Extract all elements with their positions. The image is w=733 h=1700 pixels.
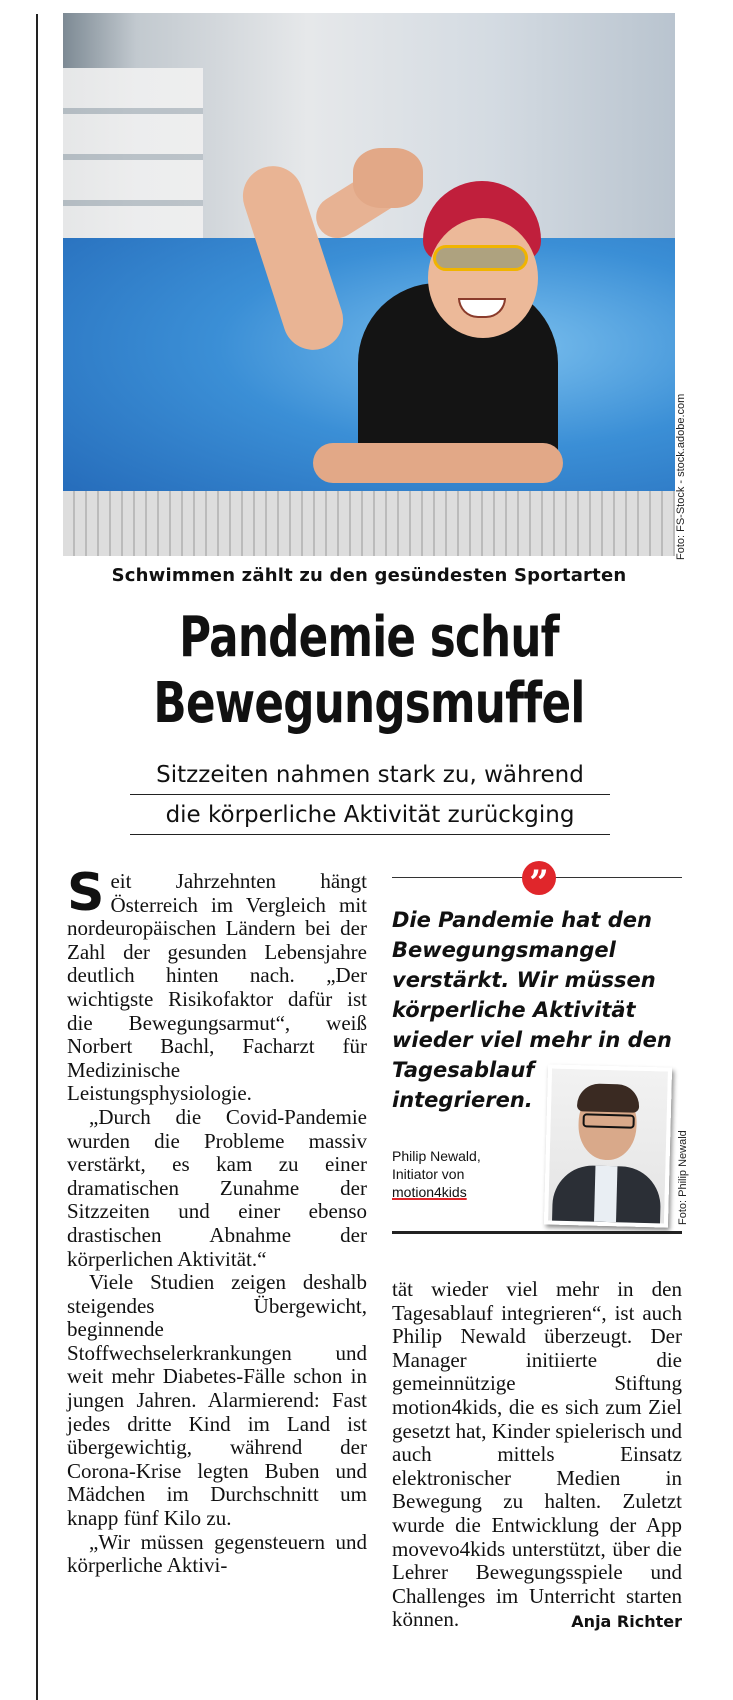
article-paragraph: Viele Studien zeigen deshalb steigendes Übergewicht, beginnende Stoffwechselerkrankungen und weit mehr Diabetes-Fälle schon in jungen Jahren. Alarmierend: Fast jedes dritte Kind im Land ist übergewichtig, während der Corona-Krise legten Buben und Mädchen im Durchschnitt um knapp fünf Kilo zu. [67, 1270, 367, 1531]
quote-source-role: Initiator von [392, 1166, 465, 1182]
author-byline: Anja Richter [571, 1612, 682, 1632]
headline [130, 605, 607, 737]
article-paragraph: tät wieder viel mehr in den Tagesablauf integrieren“, ist auch Philip Newald überzeugt. Der Manager initiierte die gemeinnützige Stiftung motion4kids, die es sich zum Ziel gesetzt hat, Kinder spielerisch und auch mittels Einsatz elektronischer Medien in Bewegung zu halten. Zuletzt wurde die Entwicklung der App movevo4kids unterstützt, über die Lehrer Bewegungsspiele und Challenges im Unterricht starten können. Anja Richter [392, 1278, 682, 1632]
quote-source-link: motion4kids [392, 1184, 467, 1200]
pull-quote: Die Pandemie hat den Bewegungsmangel verstärkt. Wir müssen körperliche Aktivität wieder viel mehr in den Tagesablauf integrieren. [392, 908, 672, 1112]
subhead-line-2: die körperliche Aktivität zurückging [130, 798, 610, 835]
photo-caption: Schwimmen zählt zu den gesündesten Sportarten [111, 565, 627, 586]
article-paragraph: „Durch die Covid-Pandemie wurden die Probleme massiv verstärkt, es kam zu einer dramatischen Zunahme der Sitzzeiten und einer ebenso drastischen Abnahme der körperlichen Aktivität.“ [67, 1104, 367, 1271]
headline-line-2: Bewegungsmuffel [153, 671, 585, 736]
quote-icon: ” [522, 861, 556, 895]
subhead-line-1: Sitzzeiten nahmen stark zu, während [130, 758, 610, 795]
column-rule [36, 14, 38, 1700]
photo-credit: Foto: FS-Stock - stock.adobe.com [675, 393, 687, 560]
headline-line-1: Pandemie schuf [179, 605, 559, 670]
article-paragraph: „Wir müssen gegensteuern und körperliche Aktivi- [67, 1529, 367, 1578]
article-column-right [392, 1278, 682, 1634]
article-paragraph: Seit Jahrzehnten hängt Österreich im Vergleich mit nordeuropäischen Ländern bei der Zahl der gesunden Lebensjahre deutlich hinten nach. „Der wichtigste Risikofaktor dafür ist die Bewegungsarmut“, weiß Norbert Bachl, Facharzt für Medizinische Leistungsphysiologie. [67, 863, 367, 1106]
drop-cap: S [67, 863, 105, 923]
article-column-left [67, 863, 367, 1578]
portrait-credit: Foto: Philip Newald [677, 1130, 689, 1225]
quote-source [392, 1147, 532, 1201]
quote-source-name: Philip Newald, [392, 1148, 481, 1164]
portrait-photo [544, 1064, 672, 1227]
swimmer-photo [63, 13, 675, 556]
quote-rule-bottom [392, 1231, 682, 1234]
